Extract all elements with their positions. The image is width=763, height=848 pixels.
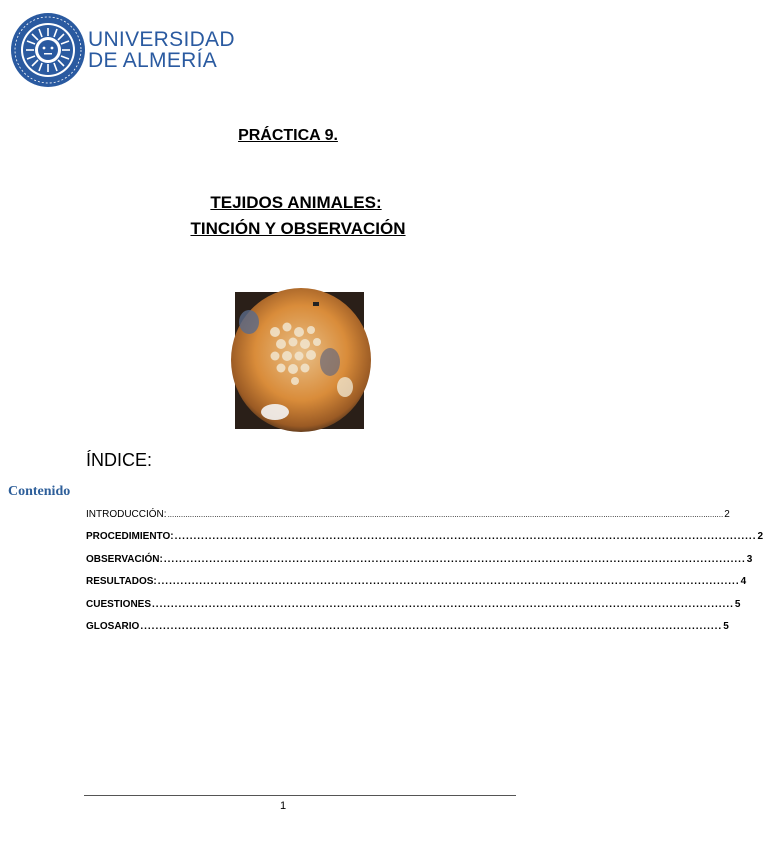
toc-entry-page: 2 <box>724 509 730 520</box>
toc-entry-glosario[interactable] <box>86 620 729 643</box>
footer-divider <box>84 795 516 796</box>
practice-number: PRÁCTICA 9. <box>238 127 338 144</box>
toc-entry-resultados[interactable] <box>86 576 747 598</box>
toc-leader-dots: .......................................................................................................................................................... <box>140 620 723 632</box>
document-title-line2: TINCIÓN Y OBSERVACIÓN <box>190 219 406 238</box>
contents-heading: Contenido <box>8 484 71 499</box>
toc-leader-dots: .......................................................................................................................................................... <box>152 598 734 610</box>
tissue-micrograph <box>235 292 364 429</box>
microscope-image <box>235 292 364 429</box>
toc-entry-label: CUESTIONES <box>86 598 152 610</box>
toc-entry-label: GLOSARIO <box>86 620 140 632</box>
toc-entry-procedimiento[interactable] <box>86 531 763 553</box>
toc-leader-dots: .......................................................................................................................................................................................................................................................... <box>167 510 724 519</box>
toc-leader-dots: .......................................................................................................................................................... <box>157 576 740 588</box>
toc-leader-dots: .......................................................................................................................................................... <box>174 531 757 543</box>
logo-text-line1: UNIVERSIDAD <box>88 28 235 51</box>
table-of-contents <box>86 509 763 643</box>
toc-leader-dots: .......................................................................................................................................................... <box>163 553 746 565</box>
toc-entry-page: 5 <box>734 598 741 610</box>
page-number: 1 <box>279 800 287 812</box>
toc-entry-introduccion[interactable] <box>86 509 730 531</box>
university-seal-icon <box>10 12 86 88</box>
toc-entry-page: 5 <box>723 620 729 632</box>
toc-entry-observacion[interactable] <box>86 553 753 576</box>
toc-entry-page: 4 <box>740 576 747 588</box>
toc-entry-page: 3 <box>746 553 753 565</box>
toc-entry-label: OBSERVACIÓN: <box>86 553 163 565</box>
toc-entry-cuestiones[interactable] <box>86 598 741 621</box>
toc-entry-label: INTRODUCCIÓN: <box>86 509 167 520</box>
toc-entry-label: PROCEDIMIENTO: <box>86 531 174 543</box>
toc-entry-page: 2 <box>757 531 763 543</box>
university-logo <box>10 12 235 88</box>
toc-entry-label: RESULTADOS: <box>86 576 157 588</box>
index-heading: ÍNDICE: <box>86 450 153 470</box>
document-title-line1: TEJIDOS ANIMALES: <box>210 193 382 212</box>
logo-text-line2: DE ALMERÍA <box>88 49 218 72</box>
